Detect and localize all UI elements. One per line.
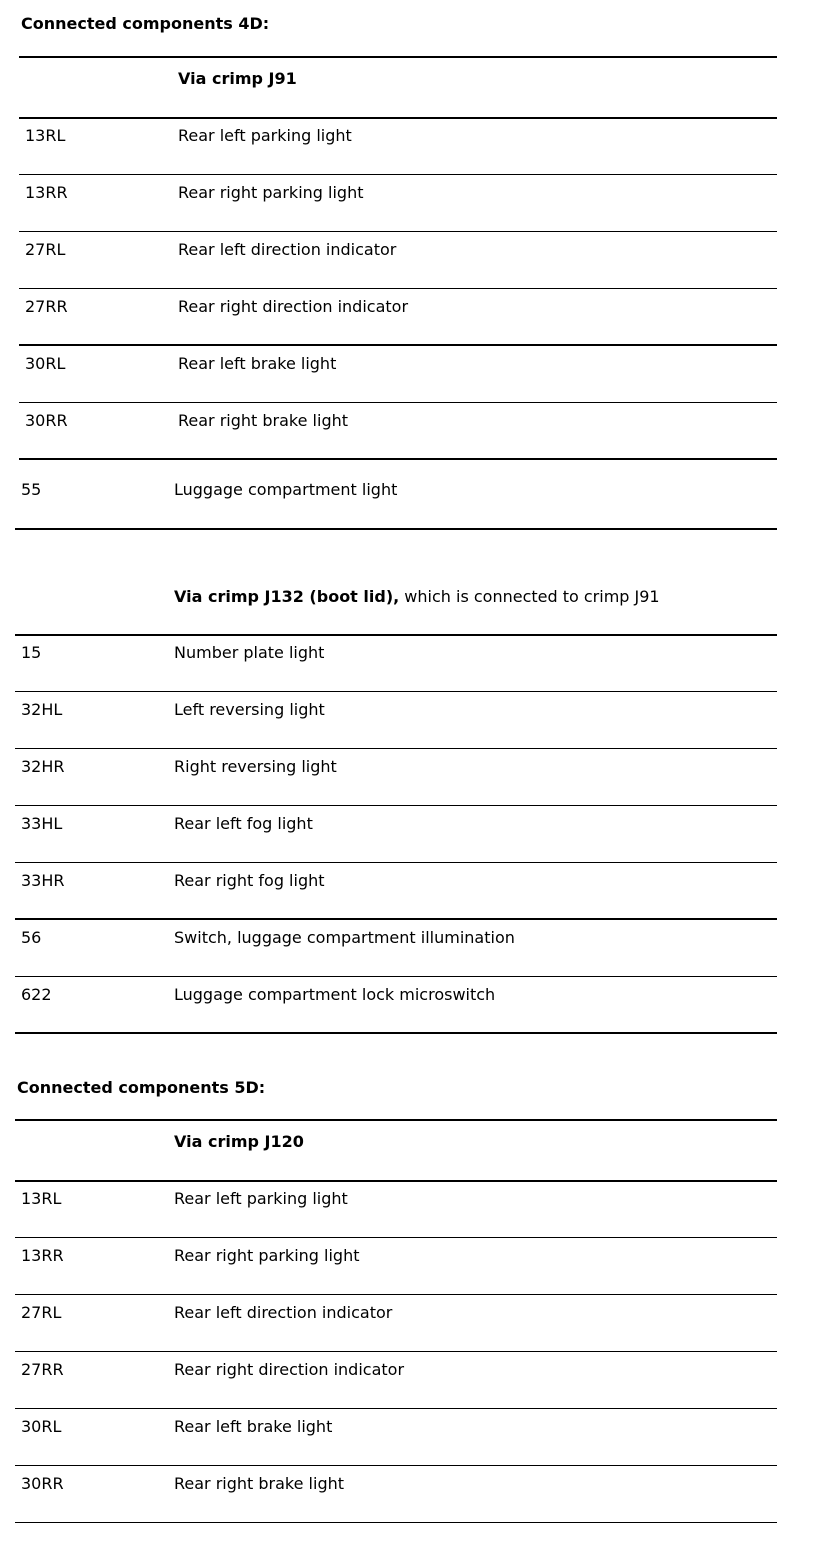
- component-code: 33HR: [21, 871, 65, 890]
- group-subheading-j132: Via crimp J132 (boot lid), which is connected to crimp J91: [174, 587, 660, 606]
- table-rule: [15, 1180, 777, 1182]
- component-name: Right reversing light: [174, 757, 337, 776]
- table-rule: [15, 1522, 777, 1523]
- component-name: Rear left brake light: [174, 1417, 333, 1436]
- component-code: 27RR: [25, 297, 68, 316]
- component-name: Rear right parking light: [178, 183, 364, 202]
- component-name: Rear right brake light: [178, 411, 349, 430]
- row-divider: [19, 458, 777, 460]
- row-divider: [15, 862, 777, 863]
- component-code: 32HL: [21, 700, 63, 719]
- table-rule: [19, 56, 777, 58]
- component-code: 622: [21, 985, 52, 1004]
- component-name: Rear left brake light: [178, 354, 337, 373]
- row-divider: [15, 1237, 777, 1238]
- row-divider: [19, 402, 777, 403]
- component-name: Rear right parking light: [174, 1246, 360, 1265]
- section-heading-4d: Connected components 4D:: [21, 14, 270, 33]
- component-name: Rear right direction indicator: [178, 297, 409, 316]
- row-divider: [19, 344, 777, 346]
- component-code: 13RL: [21, 1189, 62, 1208]
- component-name: Number plate light: [174, 643, 325, 662]
- component-name: Rear left direction indicator: [174, 1303, 393, 1322]
- table-rule: [15, 634, 777, 636]
- row-divider: [15, 1294, 777, 1295]
- component-code: 30RL: [21, 1417, 62, 1436]
- row-divider: [15, 1351, 777, 1352]
- row-divider: [15, 918, 777, 920]
- component-name: Rear right fog light: [174, 871, 325, 890]
- component-name: Left reversing light: [174, 700, 325, 719]
- component-name: Rear left direction indicator: [178, 240, 397, 259]
- component-name: Rear right direction indicator: [174, 1360, 405, 1379]
- component-code: 13RR: [21, 1246, 64, 1265]
- component-code: 13RL: [25, 126, 66, 145]
- component-code: 13RR: [25, 183, 68, 202]
- table-rule: [15, 1119, 777, 1121]
- component-code: 27RL: [21, 1303, 62, 1322]
- component-code: 33HL: [21, 814, 63, 833]
- row-divider: [15, 1408, 777, 1409]
- component-code: 30RR: [21, 1474, 64, 1493]
- row-divider: [15, 1465, 777, 1466]
- table-rule: [19, 117, 777, 119]
- table-rule: [15, 1032, 777, 1034]
- component-name: Switch, luggage compartment illumination: [174, 928, 515, 947]
- component-code: 55: [21, 480, 42, 499]
- component-code: 27RL: [25, 240, 66, 259]
- row-divider: [19, 174, 777, 175]
- row-divider: [15, 976, 777, 977]
- section-heading-5d: Connected components 5D:: [17, 1078, 266, 1097]
- group-subheading-j91: Via crimp J91: [178, 69, 297, 88]
- component-code: 15: [21, 643, 42, 662]
- group-subheading-j120: Via crimp J120: [174, 1132, 304, 1151]
- component-name: Luggage compartment lock microswitch: [174, 985, 496, 1004]
- component-name: Luggage compartment light: [174, 480, 398, 499]
- component-name: Rear left parking light: [178, 126, 352, 145]
- component-code: 30RR: [25, 411, 68, 430]
- row-divider: [19, 288, 777, 289]
- row-divider: [19, 231, 777, 232]
- component-code: 30RL: [25, 354, 66, 373]
- component-name: Rear right brake light: [174, 1474, 345, 1493]
- component-name: Rear left parking light: [174, 1189, 348, 1208]
- component-code: 56: [21, 928, 42, 947]
- table-rule: [15, 528, 777, 530]
- row-divider: [15, 691, 777, 692]
- component-name: Rear left fog light: [174, 814, 313, 833]
- component-code: 27RR: [21, 1360, 64, 1379]
- component-code: 32HR: [21, 757, 65, 776]
- row-divider: [15, 805, 777, 806]
- row-divider: [15, 748, 777, 749]
